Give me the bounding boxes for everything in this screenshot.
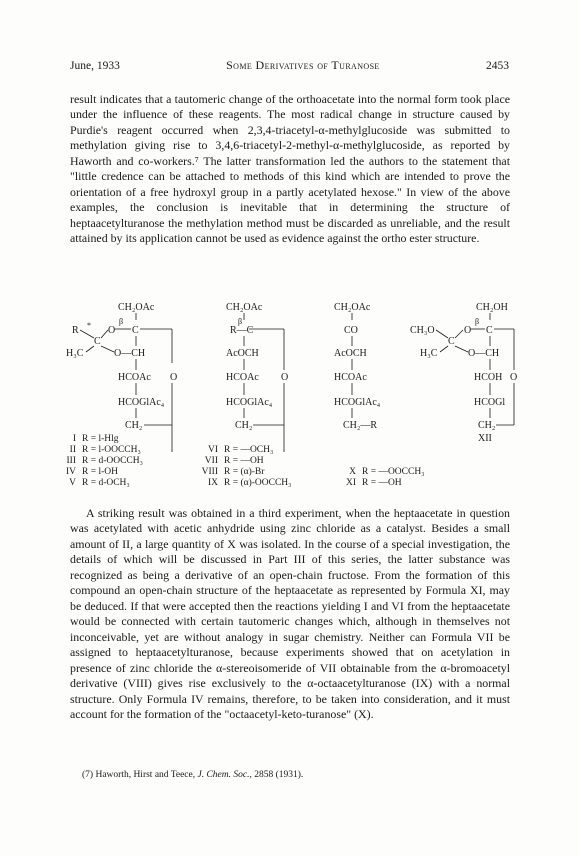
s4-label: XII [478,433,492,444]
s2-beta: β [238,317,243,326]
legend-text: R = d-OOCCH₃ [82,456,143,466]
legend-num: IV [65,467,76,477]
legend-text: R = —OOCCH₃ [362,467,425,477]
legend-text: R = (α)-Br [224,467,265,477]
s1-top: CH₂OAc [118,302,155,313]
s1-o-side: O [170,372,178,383]
s1-c: C [132,325,139,336]
s4-hcogl: HCOGl [474,397,506,408]
legend-text: R = —OH [362,478,402,488]
s1-hcogl: HCOGlAc₄ [118,397,165,408]
legend-text: R = l-Hlg [82,434,119,444]
s4-o-ch: O—CH [468,348,500,359]
s1-star: * [87,321,91,330]
running-header [70,58,509,73]
legend-text: R = l-OH [82,467,118,477]
s4-c: C [486,325,493,336]
legend-num: II [69,445,76,455]
footnote-journal: J. Chem. Soc., [197,770,252,780]
footnote-7 [82,770,303,780]
s1-o-ch: O—CH [114,348,146,359]
s4-ch3o: CH₃O [410,325,435,336]
footnote-ref: 2858 (1931). [254,770,304,780]
s2-ch2: CH₂ [235,420,253,431]
header-date: June, 1933 [70,60,120,72]
header-page-number: 2453 [485,60,509,72]
legend-num: VIII [201,467,218,477]
s4-ch2: CH₂ [478,420,496,431]
s3-co: CO [344,325,358,336]
s1-o: O [108,325,116,336]
legend-text: R = —OCH₃ [224,445,274,455]
s1-ch2: CH₂ [125,420,143,431]
s1-h3c: H₃C [66,348,84,359]
legend-text: R = d-OCH₃ [82,478,130,488]
structure-formula-X-XI [334,302,381,431]
legend-num: XI [345,478,356,488]
s3-acoch: AcOCH [334,348,367,359]
formula-legend [66,434,425,488]
legend-num: III [66,456,76,466]
structure-formula-VI-IX [226,302,288,452]
s1-c-center: C [94,336,101,347]
s1-beta: β [119,317,124,326]
legend-text: R = —OH [224,456,264,466]
s4-beta: β [475,317,480,326]
s1-r: R [72,325,79,336]
s4-o-side: O [510,372,518,383]
structure-formula-I-V [66,302,177,452]
s4-hcoh: HCOH [474,372,503,383]
s3-hcoac: HCOAc [334,372,367,383]
legend-num: IX [207,478,218,488]
legend-num: VII [204,456,218,466]
footnote-authors: Haworth, Hirst and Teece, [95,770,196,780]
structure-formula-XII [410,302,517,444]
header-title: Some Derivatives of Turanose [226,58,380,72]
legend-text: R = (α)-OOCCH₃ [224,478,292,488]
s2-r-c: R—C [230,325,254,336]
s3-ch2r: CH₂—R [343,420,378,431]
legend-num: I [72,434,76,444]
s4-h3c: H₃C [420,348,438,359]
s3-top: CH₂OAc [334,302,371,313]
structural-formulas-figure [58,300,518,490]
legend-num: VI [207,445,218,455]
s4-top: CH₂OH [476,302,508,313]
s1-hcoac: HCOAc [118,372,151,383]
legend-text: R = l-OOCCH₃ [82,445,141,455]
s3-hcogl: HCOGlAc₄ [334,397,381,408]
legend-num: X [349,467,356,477]
s4-c-center: C [448,336,455,347]
paragraph-third-experiment: A striking result was obtained in a third experiment, when the heptaacetate in question was acetylated with acetic anhydride using zinc chloride as a catalyst. Besides a small amount of II, a large quantity of X was isolated. In the course of a special investigation, the details of which will be discussed in Part III of this series, the latter substance was recognized as being a derivative of an open-chain fructose. From the formation of this compound an open-chain structure of the heptaacetate as represented by Formula XI, may be deduced. If that were accepted then the reactions yielding I and VI from the heptaacetate would be connected with certain tautomeric changes which, although in themselves not inconceivable, yet are without analogy in sugar chemistry. Neither can Formula VII be assigned to heptaacetylturanose, because experiments showed that on acetylation in presence of zinc chloride the α-stereoisomeride of VII obtainable from the α-bromoacetyl derivative (VIII) gives rise exclusively to the α-octaacetylturanose (IX) with a normal structure. Only Formula IV remains, therefore, to be taken into consideration, and it must account for the formation of the "octaacetyl-keto-turanose" (X). [70,505,510,722]
legend-num: V [69,478,76,488]
s4-o: O [464,325,472,336]
footnote-marker: (7) [82,770,94,780]
s2-o-side: O [281,372,289,383]
s2-acoch: AcOCH [226,348,259,359]
s2-hcogl: HCOGlAc₄ [226,397,273,408]
s2-top: CH₂OAc [226,302,263,313]
s2-hcoac: HCOAc [226,372,259,383]
paragraph-ortho-ester: result indicates that a tautomeric change of the orthoacetate into the normal form took place under the influence of these reagents. The most radical change in structure caused by Purdie's reagent occurred when 2,3,4-triacetyl-α-methylglucoside was submitted to methylation giving rise to 3,4,6-triacetyl-2-methyl-α-methylglucoside, as reported by Haworth and co-workers.⁷ The latter transformation led the authors to the statement that "little credence can be attached to methods of this kind which are intended to prove the orientation of a free hydroxyl group in a partly acetylated hexose." In view of the above examples, the conclusion is inevitable that in determining the structure of heptaacetylturanose the methylation method must be discarded as unreliable, and the result attained by its application cannot be used as evidence against the ortho ester structure. [70,91,510,246]
